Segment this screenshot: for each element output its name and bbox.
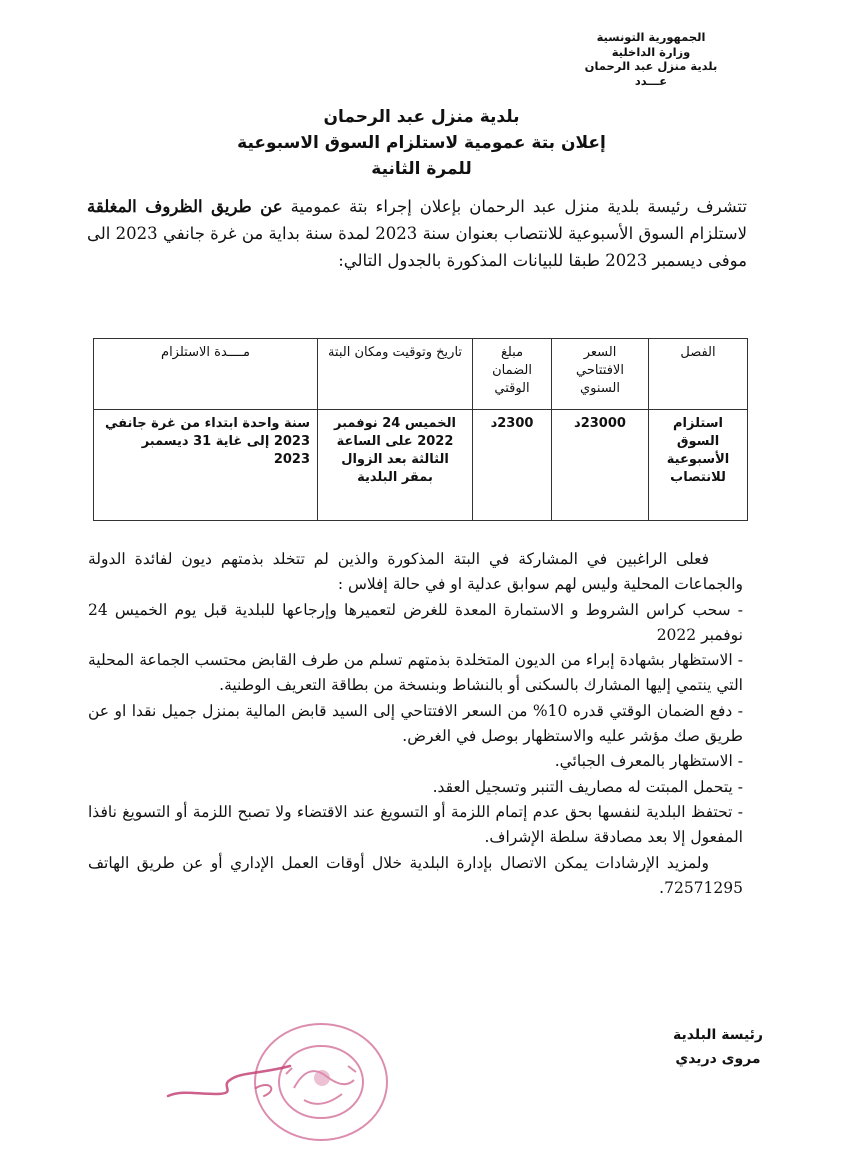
- title-round: للمرة الثانية: [371, 159, 472, 179]
- header-ministry: وزارة الداخلية: [611, 44, 691, 59]
- cell-chapter: استلزام السوق الأسبوعية للانتصاب: [649, 410, 748, 521]
- ministry-header: [551, 30, 751, 88]
- header-duration: مــــدة الاستلزام: [94, 339, 318, 410]
- intro-text-part2: لاستلزام السوق الأسبوعية للانتصاب بعنوان سنة 2023 لمدة سنة بداية من غرة جانفي 2023 الى موفى ديسمبر 2023 طبقا للبيانات المذكورة بالجدول التالي:: [87, 224, 748, 270]
- condition-item: - تحتفظ البلدية لنفسها بحق عدم إتمام اللزمة أو التسويغ عند الاقتضاء ولا تصبح اللزمة أو التسويغ نافذا المفعول إلا بعد مصادقة سلطة الإشراف.: [88, 802, 743, 847]
- announcement-title: [0, 104, 843, 182]
- signature-name: مروى دريدي: [675, 1051, 761, 1067]
- cell-guarantee: 2300د: [473, 410, 552, 521]
- header-number: عـــدد: [634, 73, 668, 88]
- intro-paragraph: [87, 193, 747, 274]
- cell-duration: سنة واحدة ابتداء من غرة جانفي 2023 إلى غاية 31 ديسمبر 2023: [94, 410, 318, 521]
- cell-price: 23000د: [552, 410, 649, 521]
- condition-item: - دفع الضمان الوقتي قدره 10% من السعر الافتتاحي إلى السيد قابض المالية بمنزل جميل نقدا او عن طريق صك مؤشر عليه والاستظهار بوصل في الغرض.: [88, 701, 743, 746]
- header-opening-price: السعر الافتتاحي السنوي: [552, 339, 649, 410]
- header-republic: الجمهورية التونسية: [596, 30, 706, 44]
- tender-table: [93, 338, 748, 521]
- signature-title: رئيسة البلدية: [673, 1027, 763, 1043]
- title-subject: إعلان بتة عمومية لاستلزام السوق الاسبوعية: [237, 133, 606, 153]
- condition-item: - سحب كراس الشروط و الاستمارة المعدة للغرض لتعميرها وإرجاعها للبلدية قبل يوم الخميس 24 نوفمبر 2022: [88, 600, 743, 644]
- condition-item: - يتحمل المبتت له مصاريف التنبر وتسجيل العقد.: [432, 777, 743, 796]
- signature-block: [663, 1023, 773, 1071]
- conditions-section: [88, 547, 743, 901]
- condition-item: - الاستظهار بشهادة إبراء من الديون المتخلدة بذمتهم تسلم من طرف القابض محتسب الجماعة المحلية التي ينتمي إليها المشارك بالسكنى أو بالنشاط وبنسخة من بطاقة التعريف الوطنية.: [88, 651, 743, 695]
- conditions-intro: فعلى الراغبين في المشاركة في البتة المذكورة والذين لم تتخلد بذمتهم ديون لفائدة الدولة والجماعات المحلية وليس لهم سوابق عدلية او في حالة إفلاس :: [88, 550, 743, 594]
- header-chapter: الفصل: [649, 339, 748, 410]
- table-row: [94, 410, 748, 521]
- contact-paragraph: ولمزيد الإرشادات يمكن الاتصال بإدارة البلدية خلال أوقات العمل الإداري أو عن طريق الهاتف 72571295.: [88, 853, 743, 897]
- condition-item: - الاستظهار بالمعرف الجبائي.: [554, 752, 743, 771]
- title-municipality: بلدية منزل عبد الرحمان: [323, 107, 520, 127]
- intro-text-part1: تتشرف رئيسة بلدية منزل عبد الرحمان بإعلان إجراء بتة عمومية: [282, 197, 747, 216]
- table-header-row: [94, 339, 748, 410]
- header-date-place: تاريخ وتوقيت ومكان البتة: [318, 339, 473, 410]
- header-guarantee: مبلغ الضمان الوقتي: [473, 339, 552, 410]
- intro-text-bold: عن طريق الظروف المغلقة: [87, 197, 283, 216]
- cell-date: الخميس 24 نوفمبر 2022 على الساعة الثالثة بعد الزوال بمقر البلدية: [318, 410, 473, 521]
- header-municipality: بلدية منزل عبد الرحمان: [584, 59, 718, 73]
- handwritten-signature: [160, 1050, 300, 1110]
